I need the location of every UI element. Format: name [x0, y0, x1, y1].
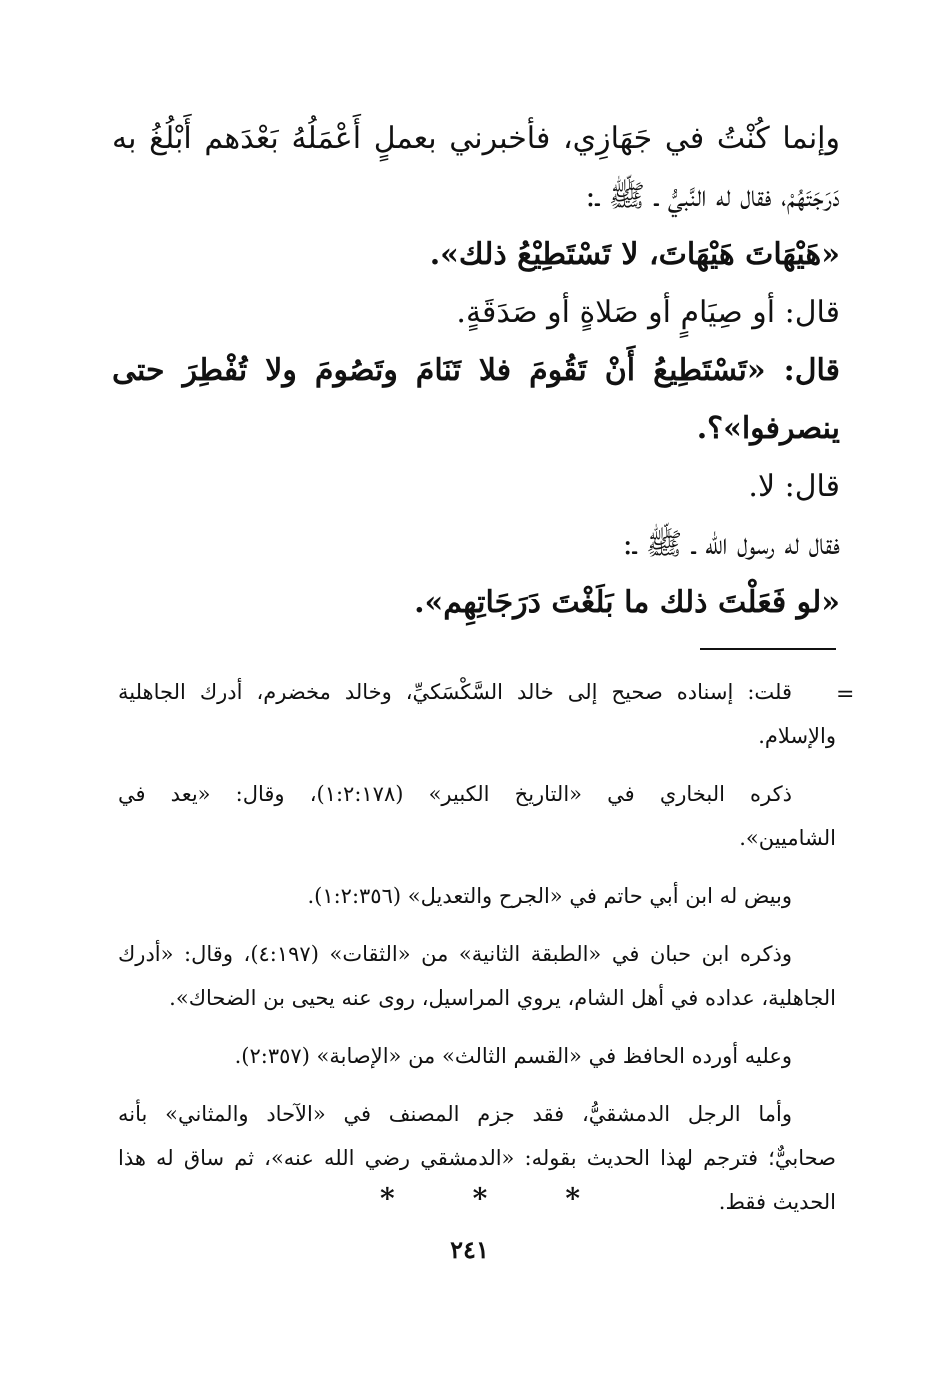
- footnote-paragraph: [118, 874, 836, 918]
- footnote-line: الحديث فقط.: [718, 1190, 836, 1214]
- footnote-separator-rule: [700, 648, 836, 650]
- footnote-line: وذكره ابن حبان في «الطبقة الثانية» من «الثقات» (٤:١٩٧)، وقال: «أدرك: [118, 942, 792, 966]
- footnote-line: ذكره البخاري في «التاريخ الكبير» (١:٢:١٧٨)، وقال: «يعد في: [118, 782, 792, 806]
- text-line: فقال له رسول الله ـ ﷺ ـ:: [622, 527, 840, 562]
- footnote-line: الجاهلية، عداده في أهل الشام، يروي المراسيل، روى عنه يحيى بن الضحاك».: [169, 986, 836, 1010]
- hadith-line: قال: «تَسْتَطِيعُ أَنْ تَقُومَ فلا تَنَامَ وتَصُومَ ولا تُفْطِرَ حتى: [112, 353, 840, 388]
- asterisk: *: [472, 1182, 488, 1215]
- text-line: وإنما كُنْتُ في جَهَازِي، فأخبرني بعملٍ أَعْمَلُهُ بَعْدَهم أَبْلُغُ به: [112, 121, 840, 156]
- text-line: قال: لا.: [748, 469, 840, 504]
- continuation-marker: =: [836, 682, 855, 707]
- footnote-line: والإسلام.: [758, 724, 836, 748]
- footnote-line: وعليه أورده الحافظ في «القسم الثالث» من «الإصابة» (٢:٣٥٧).: [234, 1044, 792, 1068]
- footnotes: [118, 670, 836, 1238]
- page-number: ٢٤١: [450, 1235, 489, 1264]
- footnote-paragraph: [118, 772, 836, 860]
- asterisk: *: [380, 1182, 395, 1215]
- footnote-line: الشاميين».: [739, 826, 836, 850]
- asterisk: *: [565, 1182, 580, 1215]
- text-line: قال: أو صِيَامٍ أو صَلاةٍ أو صَدَقَةٍ.: [456, 295, 840, 330]
- section-separator: [380, 1182, 580, 1215]
- hadith-line: «لو فَعَلْتَ ذلك ما بَلَغْتَ دَرَجَاتِهِم».: [414, 585, 840, 620]
- footnote-paragraph: [118, 1034, 836, 1078]
- footnote-line: وأما الرجل الدمشقيُّ، فقد جزم المصنف في «الآحاد والمثاني» بأنه: [118, 1102, 792, 1126]
- footnote-line: قلت: إسناده صحيح إلى خالد السَّكْسَكيِّ، وخالد مخضرم، أدرك الجاهلية: [118, 680, 792, 704]
- footnote-paragraph: [118, 932, 836, 1020]
- footnote-line: وبيض له ابن أبي حاتم في «الجرح والتعديل» (١:٢:٣٥٦).: [307, 884, 792, 908]
- footnote-line: صحابيٌّ؛ فترجم لهذا الحديث بقوله: «الدمشقي رضي الله عنه»، ثم ساق له هذا: [118, 1146, 836, 1170]
- hadith-line: ينصرفوا»؟.: [696, 411, 840, 446]
- hadith-line: «هَيْهَاتَ هَيْهَاتَ، لا تَسْتَطِيْعُ ذلك».: [429, 237, 840, 272]
- main-text: [112, 110, 840, 632]
- footnote-paragraph: [118, 670, 836, 758]
- text-line: دَرَجَتَهُمْ، فقال له النَّبيُّ ـ ﷺ ـ:: [585, 179, 840, 214]
